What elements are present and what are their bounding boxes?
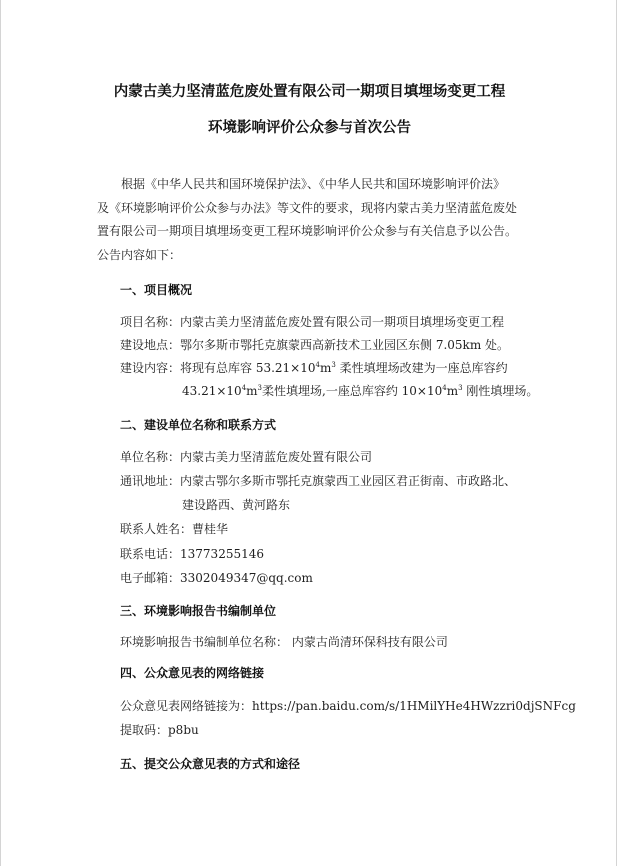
section-heading: 二、建设单位名称和联系方式 <box>120 418 277 432</box>
document-title-line2: 环境影响评价公众参与首次公告 <box>208 120 411 136</box>
field-label: 联系人姓名： <box>120 522 193 536</box>
project-name-row <box>120 313 504 330</box>
field-label: 电子邮箱： <box>120 571 181 585</box>
field-value: 内蒙古美力坚清蓝危废处置有限公司一期项目填埋场变更工程 <box>180 315 505 329</box>
project-location-row <box>120 336 509 353</box>
field-value: 内蒙古鄂尔多斯市鄂托克旗蒙西工业园区君正街南、市政路北、 <box>180 474 517 488</box>
field-label: 通讯地址： <box>120 474 181 488</box>
section-heading: 一、项目概况 <box>120 283 193 297</box>
field-label: 建设地点： <box>120 338 181 352</box>
section-heading: 五、提交公众意见表的方式和途径 <box>120 757 301 771</box>
unit-name-row <box>120 448 372 465</box>
field-value: 将现有总库容 53.21×10 <box>180 361 316 375</box>
field-value: 内蒙古美力坚清蓝危废处置有限公司 <box>180 450 373 464</box>
report-unit-row: 环境影响报告书编制单位名称： 内蒙古尚清环保科技有限公司 <box>120 635 448 649</box>
extraction-code-row: 提取码：p8bu <box>120 723 199 737</box>
superscript: 3 <box>458 384 463 392</box>
superscript: 4 <box>442 384 447 392</box>
section-heading: 四、公众意见表的网络链接 <box>120 666 265 680</box>
project-content-row <box>120 359 508 376</box>
field-value: m <box>446 384 459 398</box>
intro-line: 置有限公司一期项目填埋场变更工程环境影响评价公众参与有关信息予以公告。 <box>97 224 518 238</box>
address-row <box>120 472 516 489</box>
contact-person-row <box>120 520 228 537</box>
field-label: 联系电话： <box>120 547 181 561</box>
superscript: 3 <box>257 384 263 392</box>
field-value: 柔性填埋场改建为一座总库容约 <box>335 361 508 375</box>
section-heading: 三、环境影响报告书编制单位 <box>120 604 277 618</box>
superscript: 4 <box>241 384 247 392</box>
field-label: 建设内容： <box>120 361 181 375</box>
field-value: 刚性填埋场。 <box>462 384 539 398</box>
address-continuation: 建设路西、黄河路东 <box>182 498 291 512</box>
field-value: 43.21×10 <box>182 384 242 398</box>
intro-line: 公告内容如下： <box>97 247 182 262</box>
survey-link-row: 公众意见表网络链接为：https://pan.baidu.com/s/1HMilYHe4HWzzri0djSNFcg <box>120 699 576 713</box>
superscript: 4 <box>315 361 320 369</box>
intro-line: 根据《中华人民共和国环境保护法》、《中华人民共和国环境影响评价法》 <box>121 177 506 191</box>
field-value: 13773255146 <box>180 547 264 561</box>
superscript: 3 <box>331 361 336 369</box>
field-value: 曹桂华 <box>192 522 229 536</box>
document-title-line1: 内蒙古美力坚清蓝危废处置有限公司一期项目填埋场变更工程 <box>113 84 506 100</box>
field-value: m <box>246 384 258 398</box>
email-value: 3302049347@qq.com <box>180 571 313 585</box>
project-content-continuation <box>182 382 538 399</box>
phone-row <box>120 545 264 562</box>
field-value: m <box>319 361 332 375</box>
intro-paragraph <box>97 173 527 267</box>
field-label: 项目名称： <box>120 315 181 329</box>
field-label: 单位名称： <box>120 450 181 464</box>
intro-line: 及《环境影响评价公众参与办法》等文件的要求，现将内蒙古美力坚清蓝危废处 <box>97 200 518 215</box>
field-value: 柔性填埋场,一座总库容约 10×10 <box>262 384 443 398</box>
email-row <box>120 569 313 586</box>
field-value: 鄂尔多斯市鄂托克旗蒙西高新技术工业园区东侧 7.05km 处。 <box>180 338 510 352</box>
